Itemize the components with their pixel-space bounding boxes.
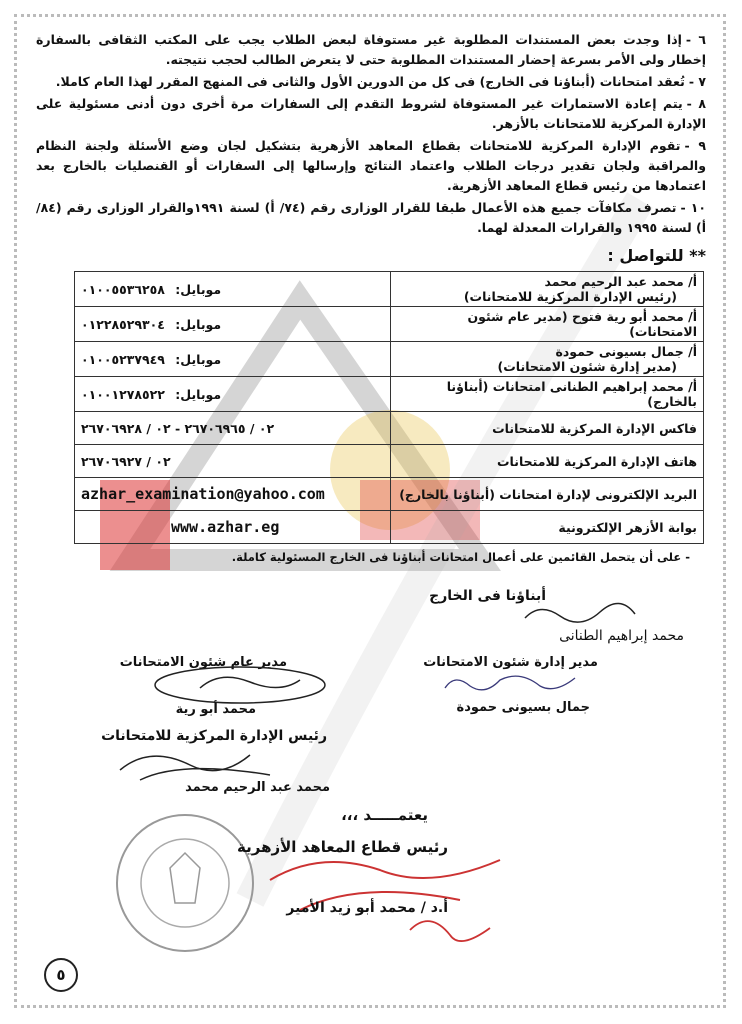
official-seal (100, 808, 270, 958)
email-link[interactable]: azhar_examination@yahoo.com (81, 485, 325, 503)
contact-name: أ/ جمال بسيونى حمودة (555, 344, 697, 359)
table-row (75, 377, 704, 412)
contact-value: ٠١٢٢٨٥٢٩٣٠٤ (81, 316, 165, 332)
list-item: ٧ -تُعقد امتحانات (أبناؤنا فى الخارج) فى كل من الدورين الأول والثانى فى المنهج المقرر لهذا العام كاملا. (55, 74, 706, 89)
contact-label: موبايل: (175, 316, 222, 332)
contact-title: ** للتواصل : (607, 246, 706, 265)
contact-name: هاتف الإدارة المركزية للامتحانات (497, 453, 697, 469)
abroad-title: أبناؤنا فى الخارج (429, 588, 546, 604)
phone-value: ٠٢ / ٢٦٧٠٦٩٢٧ (81, 453, 171, 469)
contact-label: موبايل: (175, 351, 222, 367)
contact-label: موبايل: (175, 281, 222, 297)
contact-role: (رئيس الإدارة المركزية للامتحانات) (463, 289, 677, 304)
head-title: رئيس الإدارة المركزية للامتحانات (101, 728, 327, 744)
contact-name: أ/ محمد إبراهيم الطنانى امتحانات (أبناؤنا بالخارج) (446, 379, 697, 409)
contact-name: فاكس الإدارة المركزية للامتحانات (492, 420, 697, 436)
sector-name: أ.د / محمد أبو زيد الأمير (286, 900, 448, 916)
table-row (75, 478, 704, 511)
contact-name: بوابة الأزهر الإلكترونية (558, 519, 697, 535)
contact-label: موبايل: (175, 386, 222, 402)
contact-name: البريد الإلكترونى لإدارة امتحانات (أبناؤنا بالخارج) (399, 486, 697, 502)
signature-scribble (520, 600, 640, 626)
contact-value: ٠١٠٠١٢٧٨٥٢٢ (81, 386, 165, 402)
head-name: محمد عبد الرحيم محمد (185, 780, 330, 795)
contacts-table (74, 271, 704, 544)
sector-title: رئيس قطاع المعاهد الأزهرية (237, 838, 448, 856)
gm-title: مدير عام شئون الامتحانات (119, 655, 287, 670)
table-row (75, 412, 704, 445)
abroad-name: محمد إبراهيم الطنانى (559, 628, 684, 644)
table-row (75, 445, 704, 478)
contact-value: ٠١٠٠٥٥٣٦٢٥٨ (81, 281, 165, 297)
list-item: ٨ -يتم إعادة الاستمارات غير المستوفاة لشروط التقدم إلى السفارات مرة أخرى دون أدنى مسئولية على الإدارة المركزية للامتحانات بالأزهر. (36, 96, 706, 131)
responsibility-note: - على أن يتحمل القائمين على أعمال امتحانات أبناؤنا فى الخارج المسئولية كاملة. (231, 550, 690, 564)
list-item: ٦ -إذا وجدت بعض المستندات المطلوبة غير مستوفاة لبعض الطلاب يجب على المكتب الثقافى بالسفارة إخطار ولى الأمر بسرعة إحضار المستندات المطلوبة حتى لا يتعرض الطالب لحجب نتيجته. (36, 32, 706, 67)
director-title: مدير إدارة شئون الامتحانات (423, 655, 598, 670)
document-body (36, 30, 706, 564)
signature-scribble (440, 668, 580, 698)
list-item: ١٠ -تصرف مكافآت جميع هذه الأعمال طبقا للقرار الوزارى رقم (٧٤/ أ) لسنة ١٩٩١والقرار الوزارى رقم (٨٤/ أ) لسنة ١٩٩٥ والقرارات المعدلة لهما. (36, 200, 706, 235)
director-name: جمال بسيونى حمودة (456, 700, 590, 715)
approve-label: يعتمـــــد ،،، (341, 806, 428, 824)
page-number: ٥ (44, 958, 78, 992)
table-row (75, 272, 704, 307)
contact-name: أ/ محمد أبو رية فتوح (مدير عام شئون الامتحانات) (467, 309, 697, 339)
table-row (75, 342, 704, 377)
table-row (75, 307, 704, 342)
fax-value: ٠٢ / ٢٦٧٠٦٩٦٥ - ٠٢ / ٢٦٧٠٦٩٢٨ (81, 420, 275, 436)
table-row (75, 511, 704, 544)
contact-value: ٠١٠٠٥٢٣٧٩٤٩ (81, 351, 165, 367)
list-item: ٩ -تقوم الإدارة المركزية للامتحانات بقطاع المعاهد الأزهرية بتشكيل لجان وضع الأسئلة ولجنة النظام والمراقبة ولجان تقدير درجات الطلاب واعتماد النتائج وإرسالها إلى السفارات أو القنصليات بالخارج بعد اعتمادها من رئيس قطاع المعاهد الأزهرية. (36, 138, 706, 193)
gm-name: محمد أبو رية (175, 702, 256, 717)
contact-name: أ/ محمد عبد الرحيم محمد (544, 274, 697, 289)
website-link[interactable]: www.azhar.eg (171, 518, 280, 536)
contact-role: (مدير إدارة شئون الامتحانات) (497, 359, 677, 374)
